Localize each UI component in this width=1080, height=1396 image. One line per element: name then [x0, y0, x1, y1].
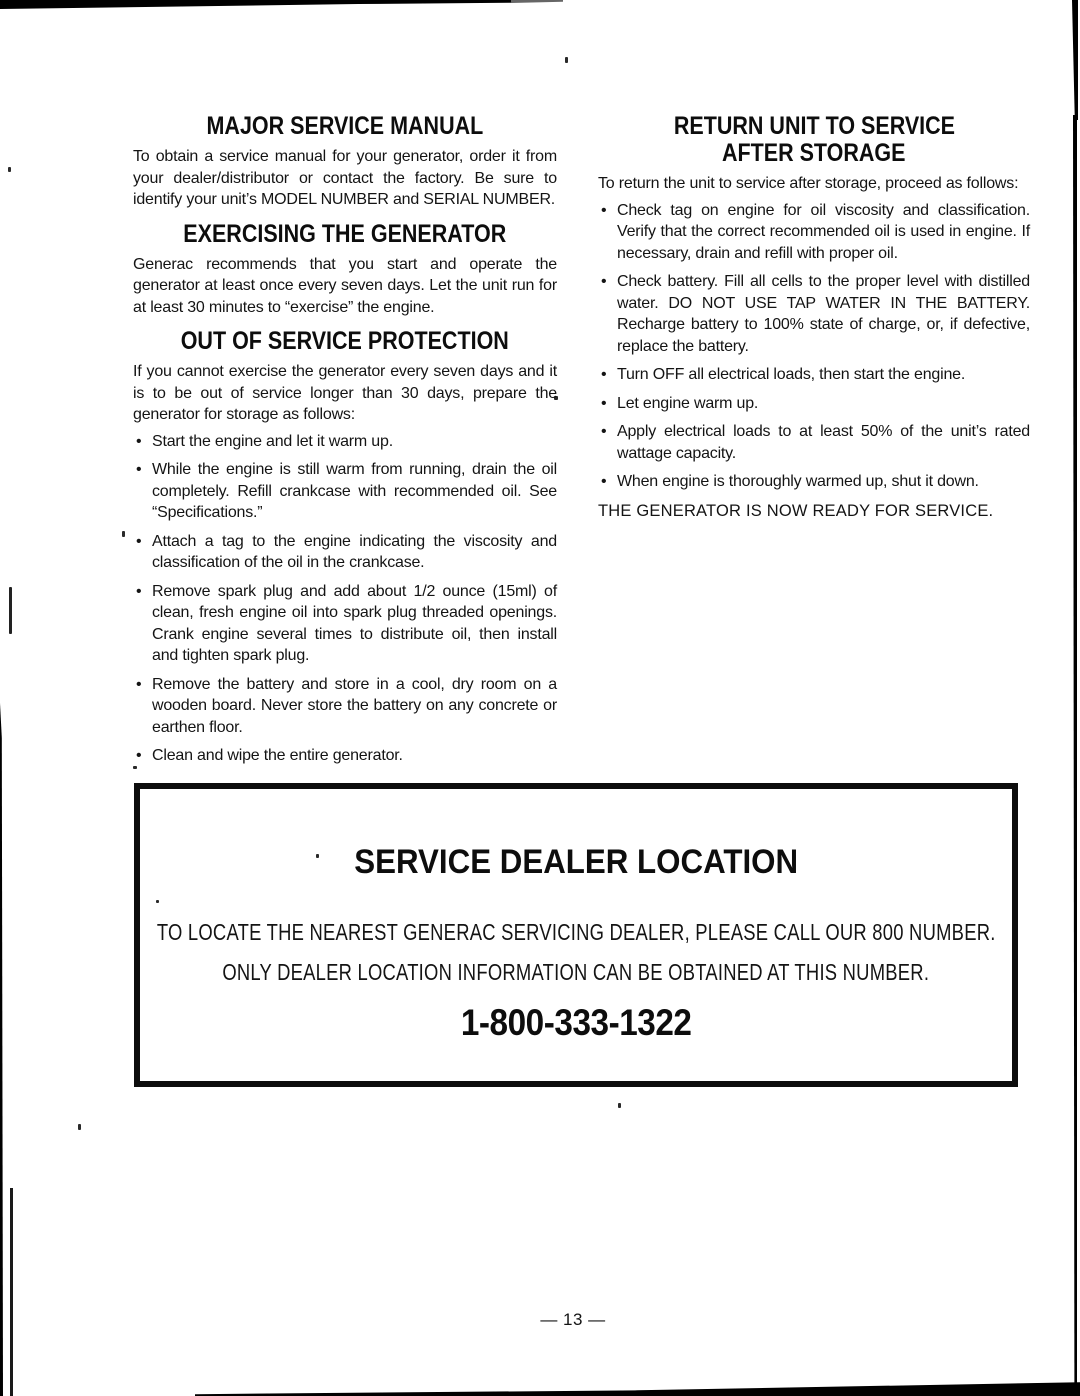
exercising-paragraph: Generac recommends that you start and operate the generator at least once every seven days. Let the unit run for at least 30 minutes to “exercise” the engine.	[133, 255, 557, 316]
section-heading-major-service-manual	[133, 113, 557, 140]
scan-artifact-left-edge	[0, 703, 3, 1396]
section-heading-return-unit-line1	[598, 113, 1030, 140]
scan-artifact-top-edge-faint	[511, 0, 563, 3]
section-heading-text: AFTER STORAGE	[722, 139, 906, 167]
page-number: — 13 —	[540, 1310, 606, 1329]
list-item: • Apply electrical loads to at least 50% of the unit’s rated wattage capacity.	[598, 421, 1030, 464]
scan-speck	[78, 1124, 81, 1130]
scan-speck	[565, 57, 568, 63]
major-service-manual-paragraph: To obtain a service manual for your generator, order it from your dealer/distributor or contact the factory. Be sure to identify your unit’s MODEL NUMBER and SERIAL NUMBER.	[133, 148, 557, 208]
return-unit-intro-paragraph: To return the unit to service after storage, proceed as follows:	[598, 175, 1019, 192]
section-heading-text: EXERCISING THE GENERATOR	[183, 219, 507, 248]
section-heading-text: RETURN UNIT TO SERVICE	[673, 112, 955, 140]
list-item: • Check tag on engine for oil viscosity and classification. Verify that the correct recommended oil is used in engine. If necessary, drain and refill with proper oil.	[598, 200, 1030, 265]
section-heading-exercising-the-generator	[133, 221, 557, 248]
list-item: • Remove the battery and store in a cool, dry room on a wooden board. Never store the battery on any concrete or earthen floor.	[133, 674, 557, 739]
section-heading-out-of-service-protection	[133, 328, 557, 355]
scan-artifact-right-edge-top	[1070, 0, 1078, 120]
ready-for-service-statement: THE GENERATOR IS NOW READY FOR SERVICE.	[598, 501, 994, 520]
scan-artifact-margin-tick	[9, 587, 12, 634]
list-item: • Remove spark plug and add about 1/2 ounce (15ml) of clean, fresh engine oil into spark plug threaded openings. Crank engine several times to distribute oil, then install and tighten spark plug.	[133, 581, 557, 667]
list-item: • While the engine is still warm from running, drain the oil completely. Refill crankcase with recommended oil. See “Specifications.”	[133, 459, 557, 524]
scan-artifact-top-edge	[0, 0, 512, 9]
dealer-box-line2-text: ONLY DEALER LOCATION INFORMATION CAN BE OBTAINED AT THIS NUMBER.	[222, 959, 930, 985]
list-item: • Let engine warm up.	[598, 393, 1030, 415]
list-item: • Start the engine and let it warm up.	[133, 431, 557, 453]
dealer-box-line1	[140, 919, 1012, 946]
dealer-phone-number-text: 1-800-333-1322	[460, 1002, 692, 1043]
scan-speck	[122, 531, 125, 537]
scan-artifact-left-edge-inner	[10, 1188, 13, 1396]
section-heading-text: MAJOR SERVICE MANUAL	[206, 112, 484, 140]
list-item: • When engine is thoroughly warmed up, shut it down.	[598, 471, 1030, 493]
scan-artifact-bottom-edge	[195, 1381, 1080, 1396]
dealer-box-title	[140, 843, 1012, 882]
dealer-box-title-text: SERVICE DEALER LOCATION	[354, 843, 798, 881]
list-item: • Check battery. Fill all cells to the proper level with distilled water. DO NOT USE TAP WATER IN THE BATTERY. Recharge battery to 100% state of charge, or, if defective, replace the battery.	[598, 271, 1030, 357]
list-item: • Attach a tag to the engine indicating the viscosity and classification of the oil in the crankcase.	[133, 531, 557, 574]
storage-steps-list	[133, 431, 557, 767]
dealer-phone-number	[140, 1002, 1012, 1044]
section-heading-text: OUT OF SERVICE PROTECTION	[180, 327, 510, 355]
return-steps-list	[598, 200, 1030, 493]
left-column	[133, 113, 557, 774]
service-dealer-location-box	[134, 783, 1018, 1087]
dealer-box-line1-text: TO LOCATE THE NEAREST GENERAC SERVICING DEALER, PLEASE CALL OUR 800 NUMBER.	[156, 919, 996, 945]
dealer-box-line2	[140, 959, 1012, 986]
scan-artifact-right-edge	[1073, 115, 1077, 1396]
list-item: • Clean and wipe the entire generator.	[133, 745, 557, 767]
scan-speck	[618, 1103, 621, 1108]
out-of-service-paragraph: If you cannot exercise the generator every seven days and it is to be out of service longer than 30 days, prepare the generator for storage as follows:	[133, 363, 557, 423]
right-column	[598, 113, 1030, 522]
section-heading-return-unit-line2	[598, 140, 1030, 167]
scan-speck	[8, 167, 11, 172]
list-item: • Turn OFF all electrical loads, then start the engine.	[598, 364, 1030, 386]
